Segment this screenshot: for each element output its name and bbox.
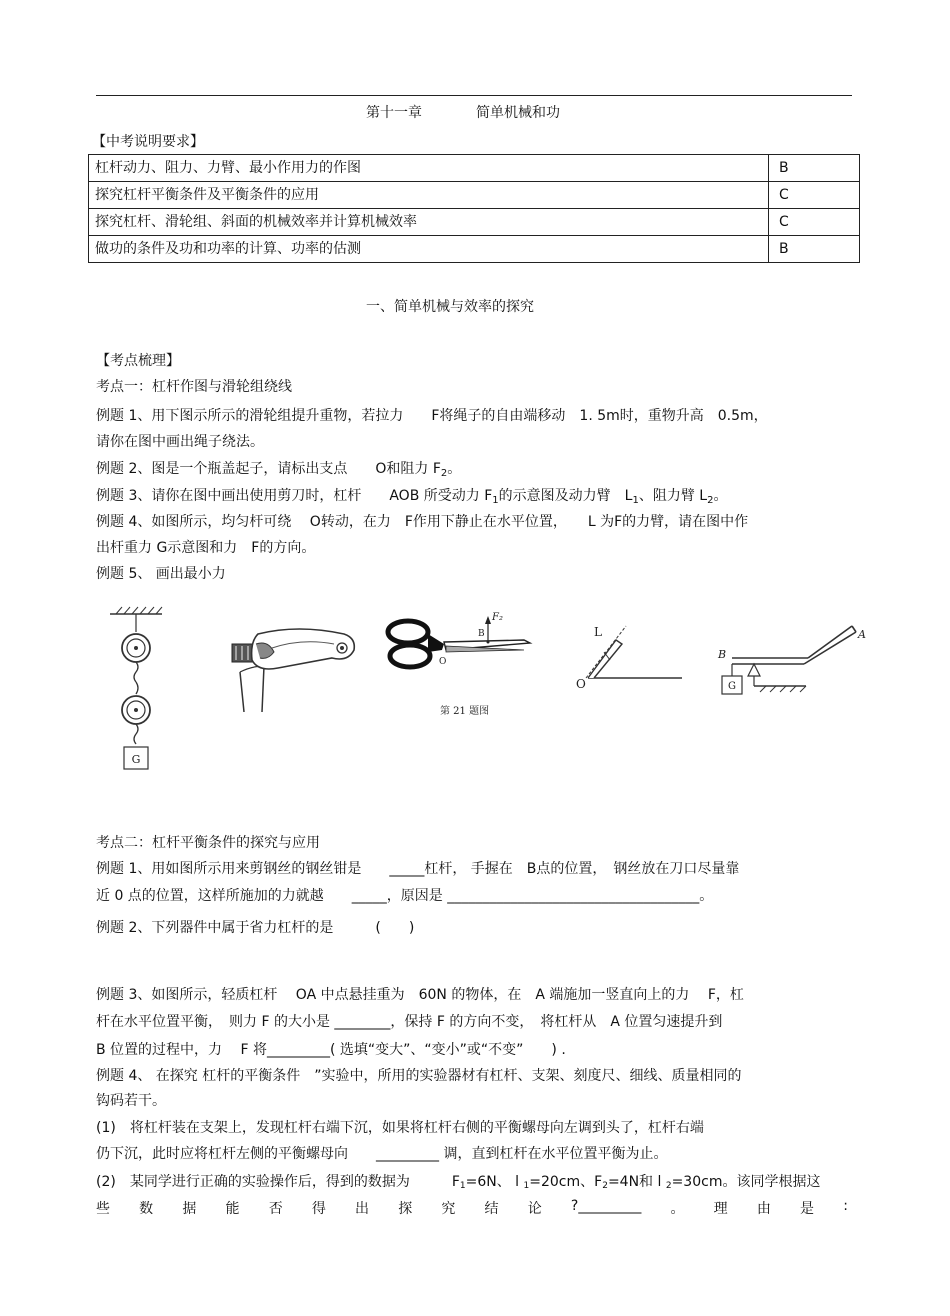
pulley-figure [108, 606, 164, 774]
kp2-ex1-line1: 例题 1、用如图所示用来剪钢丝的钢丝钳是 _____杠杆， 手握在 B点的位置， 钢丝放在刀口尽量靠 [96, 861, 740, 877]
kp2-ex3-line2: 杆在水平位置平衡， 则力 F 的大小是 ________，保持 F 的方向不变， 将杠杆从 A 位置匀速提升到 [96, 1014, 723, 1030]
rod-figure [570, 616, 690, 696]
lever-g-label: G [728, 681, 736, 692]
kp2-title: 考点二：杠杆平衡条件的探究与应用 [96, 835, 320, 851]
kp2-ex4-p2-line2: 些 数 据 能 否 得 出 探 究 结 论 ?_________ 。 理 由 是 : [96, 1198, 848, 1217]
table-row [89, 236, 860, 263]
scissors-f2-label: F₂ [492, 612, 503, 623]
scissors-caption: 第 21 题图 [440, 706, 490, 717]
table-row [89, 155, 860, 182]
requirement-item: 探究杠杆、滑轮组、斜面的机械效率并计算机械效率 [89, 209, 769, 236]
requirement-level: C [769, 182, 860, 209]
bottle-opener-figure [218, 614, 358, 712]
requirement-item: 探究杠杆平衡条件及平衡条件的应用 [89, 182, 769, 209]
requirement-level: B [769, 155, 860, 182]
kp2-ex2: 例题 2、下列器件中属于省力杠杆的是 ( ) [96, 920, 415, 936]
lever-b-label: B [718, 648, 727, 661]
requirements-table [88, 154, 860, 263]
kp2-ex4-line2: 钩码若干。 [96, 1093, 166, 1109]
requirement-item: 做功的条件及功和功率的计算、功率的估测 [89, 236, 769, 263]
scissors-b-label: B [478, 629, 485, 639]
lever-a-label: A [858, 628, 866, 641]
kp2-ex3-line1: 例题 3、如图所示，轻质杠杆 OA 中点悬挂重为 60N 的物体，在 A 端施加一竖直向上的力 F，杠 [96, 987, 744, 1003]
header-rule [96, 95, 852, 96]
kp1-ex3: 例题 3、请你在图中画出使用剪刀时，杠杆 AOB 所受动力 $F_1$的示意图及动力臂 $L_1$、阻力臂 $L_2$。 [96, 488, 728, 506]
scissors-a-label: A [404, 654, 411, 664]
bent-lever-figure [712, 614, 868, 702]
chapter-title: 简单机械和功 [476, 105, 560, 121]
kp1-title: 考点一：杠杆作图与滑轮组绕线 [96, 379, 292, 395]
requirement-level: C [769, 209, 860, 236]
kp1-ex5: 例题 5、 画出最小力 [96, 566, 226, 582]
kp2-ex4-p2-line1: (2) 某同学进行正确的实验操作后，得到的数据为 F1=6N、 l 1=20cm、F2=4N和 l 2=30cm。该同学根据这 [96, 1174, 821, 1191]
requirements-heading: 【中考说明要求】 [92, 134, 204, 150]
requirement-level: B [769, 236, 860, 263]
table-row [89, 209, 860, 236]
kp1-ex2: 例题 2、图是一个瓶盖起子，请标出支点 O和阻力 $F_2$。 [96, 461, 462, 479]
kp1-ex1-line1: 例题 1、用下图示所示的滑轮组提升重物，若拉力 F将绳子的自由端移动 1. 5m时，重物升高 0.5m， [96, 408, 768, 424]
kp2-ex4-p1-line1: (1) 将杠杆装在支架上，发现杠杆右端下沉，如果将杠杆右侧的平衡螺母向左调到头了，杠杆右端 [96, 1120, 704, 1136]
rod-l-label: L [594, 625, 602, 639]
section-title: 一、简单机械与效率的探究 [366, 299, 534, 315]
requirement-item: 杠杆动力、阻力、力臂、最小作用力的作图 [89, 155, 769, 182]
scissors-o-label: O [439, 657, 447, 667]
scissors-figure [384, 606, 534, 722]
kaodian-heading: 【考点梳理】 [96, 353, 180, 369]
kp1-ex4-line2: 出杆重力 G示意图和力 F的方向。 [96, 540, 316, 556]
rod-o-label: O [576, 677, 586, 691]
weight-label: G [131, 753, 141, 766]
kp1-ex4-line1: 例题 4、如图所示，均匀杆可绕 O转动，在力 F作用下静止在水平位置， L 为F的力臂，请在图中作 [96, 514, 749, 530]
kp2-ex3-line3: B 位置的过程中，力 F 将_________( 选填“变大”、“变小”或“不变” ) . [96, 1042, 566, 1058]
kp1-ex1-line2: 请你在图中画出绳子绕法。 [96, 434, 264, 450]
kp2-ex1-line2: 近 0 点的位置，这样所施加的力就越 _____，原因是 ____________________________________。 [96, 888, 714, 904]
table-row [89, 182, 860, 209]
chapter-number: 第十一章 [366, 105, 422, 121]
kp2-ex4-line1: 例题 4、 在探究 杠杆的平衡条件 ”实验中，所用的实验器材有杠杆、支架、刻度尺、细线、质量相同的 [96, 1068, 742, 1084]
kp2-ex4-p1-line2: 仍下沉，此时应将杠杆左侧的平衡螺母向 _________ 调，直到杠杆在水平位置平衡为止。 [96, 1146, 668, 1162]
